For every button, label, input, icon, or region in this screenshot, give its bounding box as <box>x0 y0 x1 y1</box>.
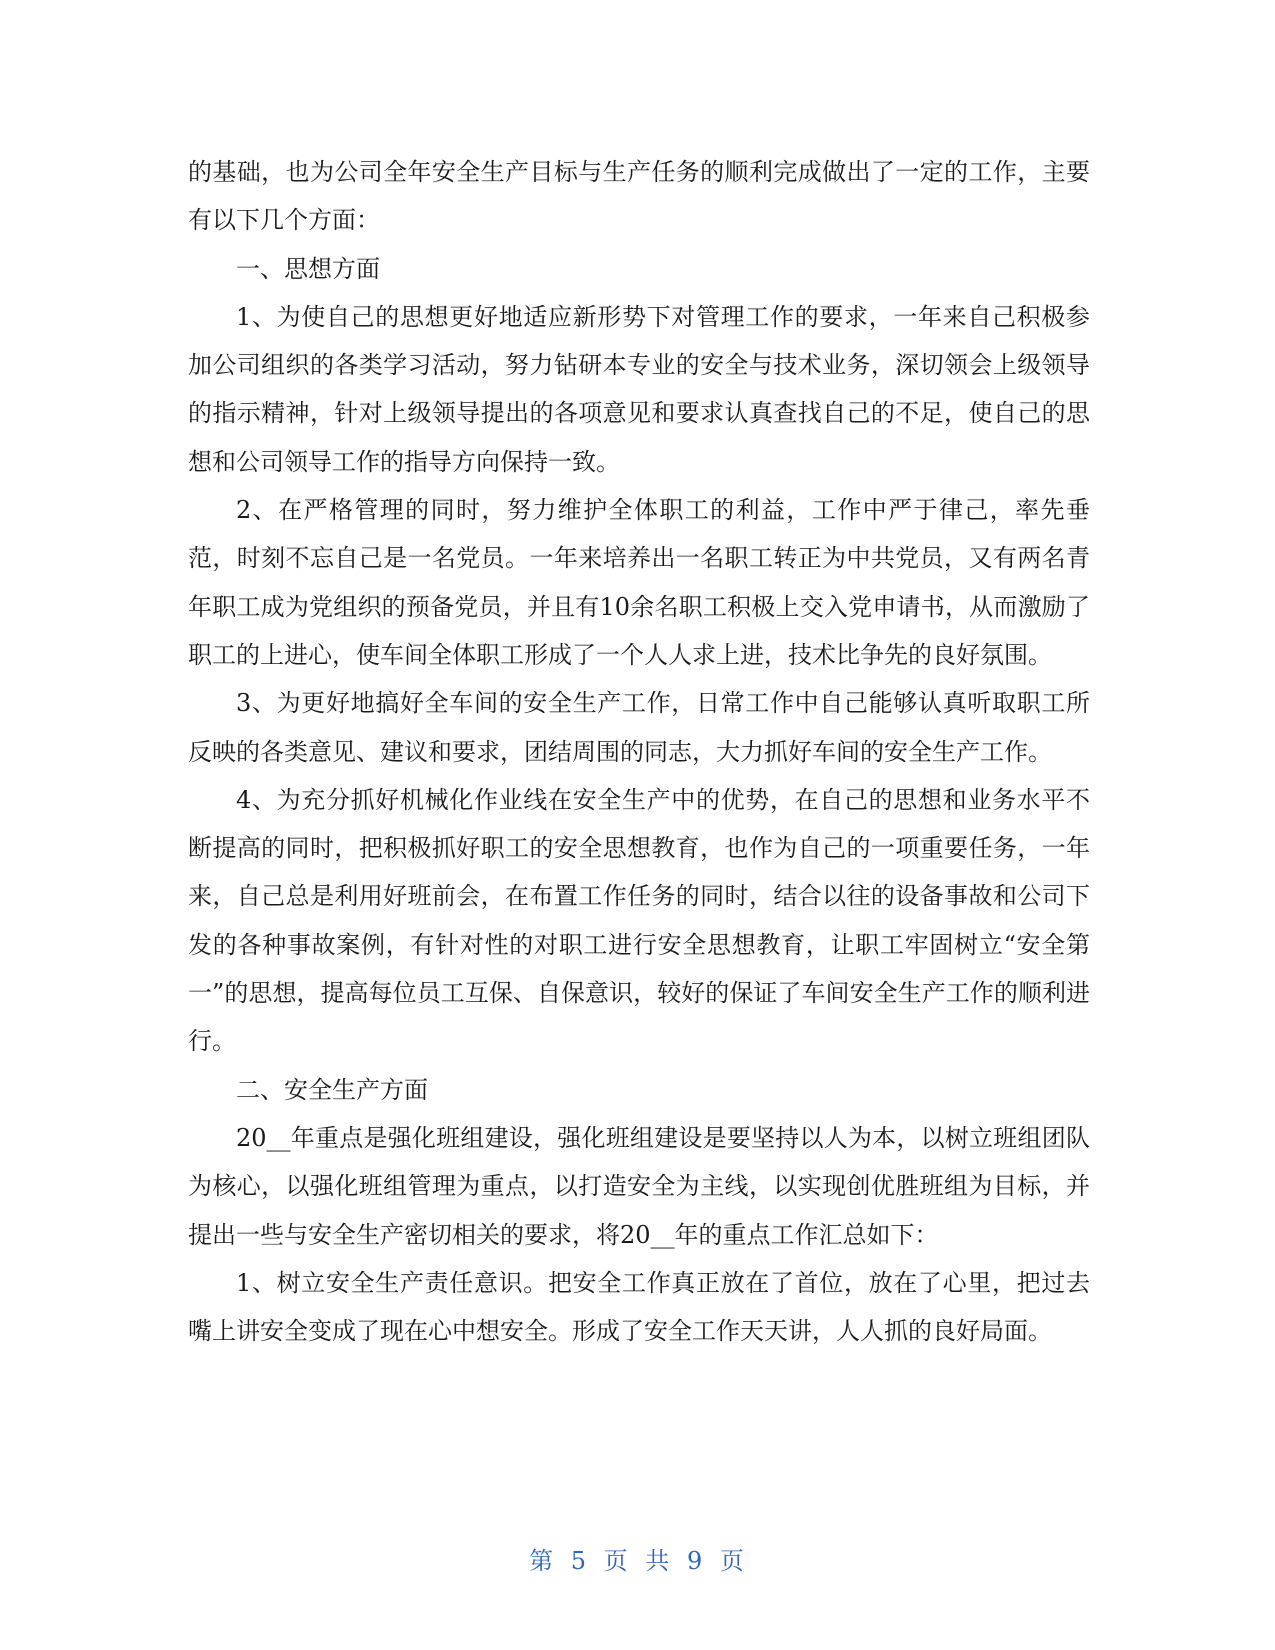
paragraph-safety-intro: 20__年重点是强化班组建设，强化班组建设是要坚持以人为本，以树立班组团队为核心，以强化班组管理为重点，以打造安全为主线，以实现创优胜班组为目标，并提出一些与安全生产密切相关的要求，将20__年的重点工作汇总如下： <box>188 1123 1090 1249</box>
paragraph-continuation: 的基础，也为公司全年安全生产目标与生产任务的顺利完成做出了一定的工作，主要有以下几个方面： <box>188 158 1090 235</box>
paragraph-thought-4: 4、为充分抓好机械化作业线在安全生产中的优势，在自己的思想和业务水平不断提高的同时，把积极抓好职工的安全思想教育，也作为自己的一项重要任务，一年来，自己总是利用好班前会，在布置工作任务的同时，结合以往的设备事故和公司下发的各种事故案例，有针对性的对职工进行安全思想教育，让职工牢固树立“安全第一”的思想，提高每位员工互保、自保意识，较好的保证了车间安全生产工作的顺利进行。 <box>188 785 1090 1056</box>
document-body <box>188 148 1090 1355</box>
paragraph-thought-2: 2、在严格管理的同时，努力维护全体职工的利益，工作中严于律己，率先垂范，时刻不忘自己是一名党员。一年来培养出一名职工转正为中共党员，又有两名青年职工成为党组织的预备党员，并且有10余名职工积极上交入党申请书，从而激励了职工的上进心，使车间全体职工形成了一个人人求上进，技术比争先的良好氛围。 <box>188 496 1090 669</box>
page-number-footer: 第 5 页 共 9 页 <box>529 1547 746 1575</box>
section-heading-thought: 一、思想方面 <box>236 254 380 283</box>
paragraph-thought-1: 1、为使自己的思想更好地适应新形势下对管理工作的要求，一年来自己积极参加公司组织的各类学习活动，努力钻研本专业的安全与技术业务，深切领会上级领导的指示精神，针对上级领导提出的各项意见和要求认真查找自己的不足，使自己的思想和公司领导工作的指导方向保持一致。 <box>188 302 1090 476</box>
section-heading-safety: 二、安全生产方面 <box>236 1075 428 1104</box>
paragraph-safety-1: 1、树立安全生产责任意识。把安全工作真正放在了首位，放在了心里，把过去嘴上讲安全变成了现在心中想安全。形成了安全工作天天讲，人人抓的良好局面。 <box>188 1268 1090 1346</box>
paragraph-thought-3: 3、为更好地搞好全车间的安全生产工作，日常工作中自己能够认真听取职工所反映的各类意见、建议和要求，团结周围的同志，大力抓好车间的安全生产工作。 <box>188 689 1090 766</box>
